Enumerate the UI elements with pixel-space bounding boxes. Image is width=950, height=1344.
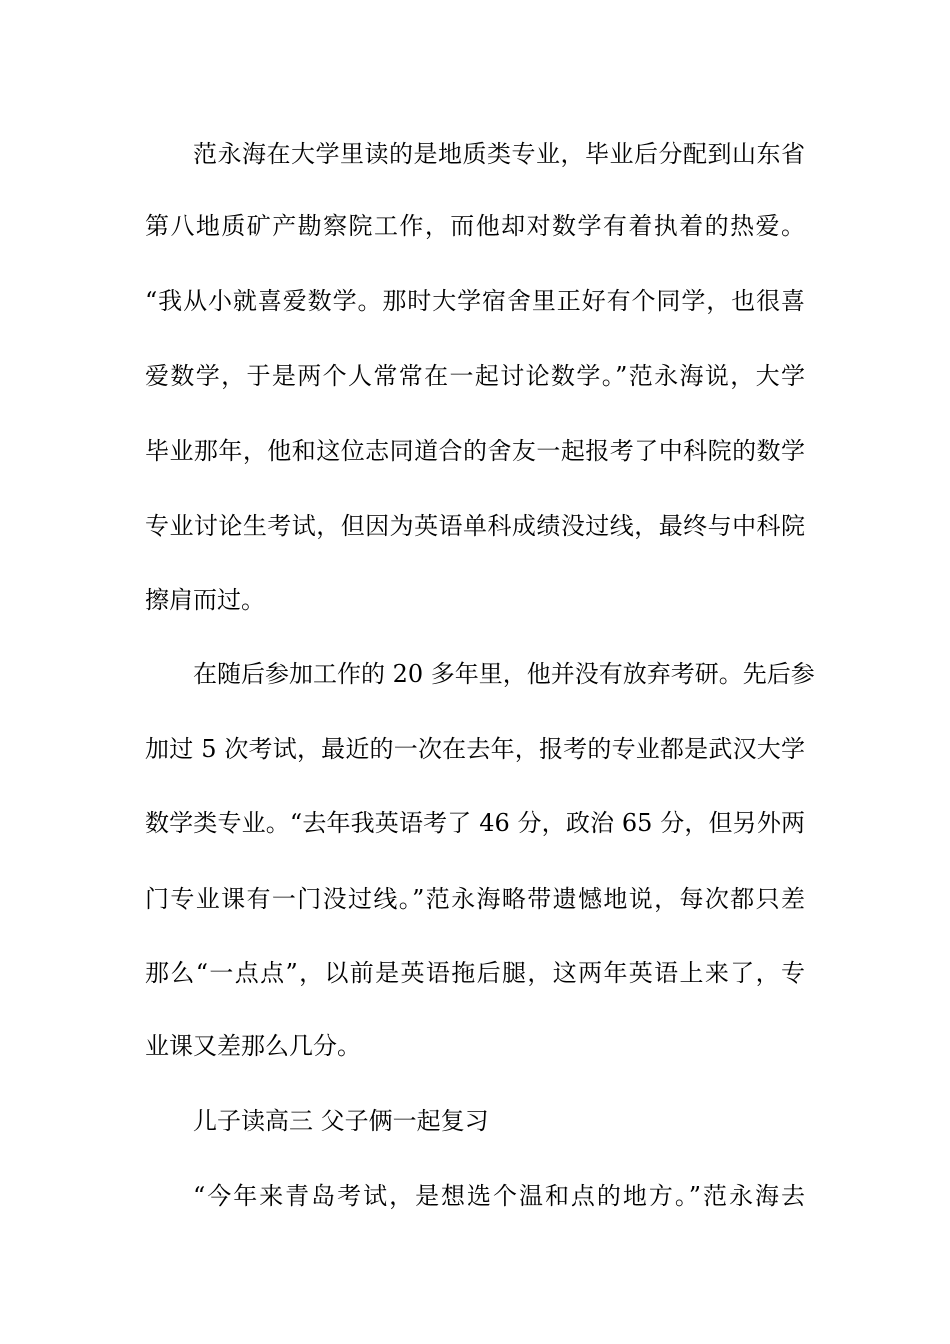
paragraph-2-line-1: 在随后参加工作的 20 多年里，他并没有放弃考研。先后参 xyxy=(193,660,815,688)
paragraph-1-line-4: 爱数学，于是两个人常常在一起讨论数学。”范永海说，大学 xyxy=(145,362,805,390)
paragraph-1-line-6: 专业讨论生考试，但因为英语单科成绩没过线，最终与中科院 xyxy=(145,512,805,540)
paragraph-1-line-5: 毕业那年，他和这位志同道合的舍友一起报考了中科院的数学 xyxy=(145,437,805,465)
paragraph-1-line-3: “我从小就喜爱数学。那时大学宿舍里正好有个同学，也很喜 xyxy=(145,287,805,315)
paragraph-1-line-7: 擦肩而过。 xyxy=(145,586,265,614)
paragraph-3-line-1: “今年来青岛考试，是想选个温和点的地方。”范永海去 xyxy=(193,1182,805,1210)
paragraph-1-line-1: 范永海在大学里读的是地质类专业，毕业后分配到山东省 xyxy=(193,140,805,168)
paragraph-2-line-3: 数学类专业。“去年我英语考了 46 分，政治 65 分，但另外两 xyxy=(145,809,805,837)
paragraph-1-line-2: 第八地质矿产勘察院工作，而他却对数学有着执着的热爱。 xyxy=(145,212,805,240)
paragraph-2-line-4: 门专业课有一门没过线。”范永海略带遗憾地说，每次都只差 xyxy=(145,885,805,913)
paragraph-2-line-5: 那么“一点点”，以前是英语拖后腿，这两年英语上来了，专 xyxy=(145,959,805,987)
section-heading: 儿子读高三 父子俩一起复习 xyxy=(193,1107,489,1135)
paragraph-2-line-6: 业课又差那么几分。 xyxy=(145,1032,361,1060)
paragraph-2-line-2: 加过 5 次考试，最近的一次在去年，报考的专业都是武汉大学 xyxy=(145,735,805,763)
